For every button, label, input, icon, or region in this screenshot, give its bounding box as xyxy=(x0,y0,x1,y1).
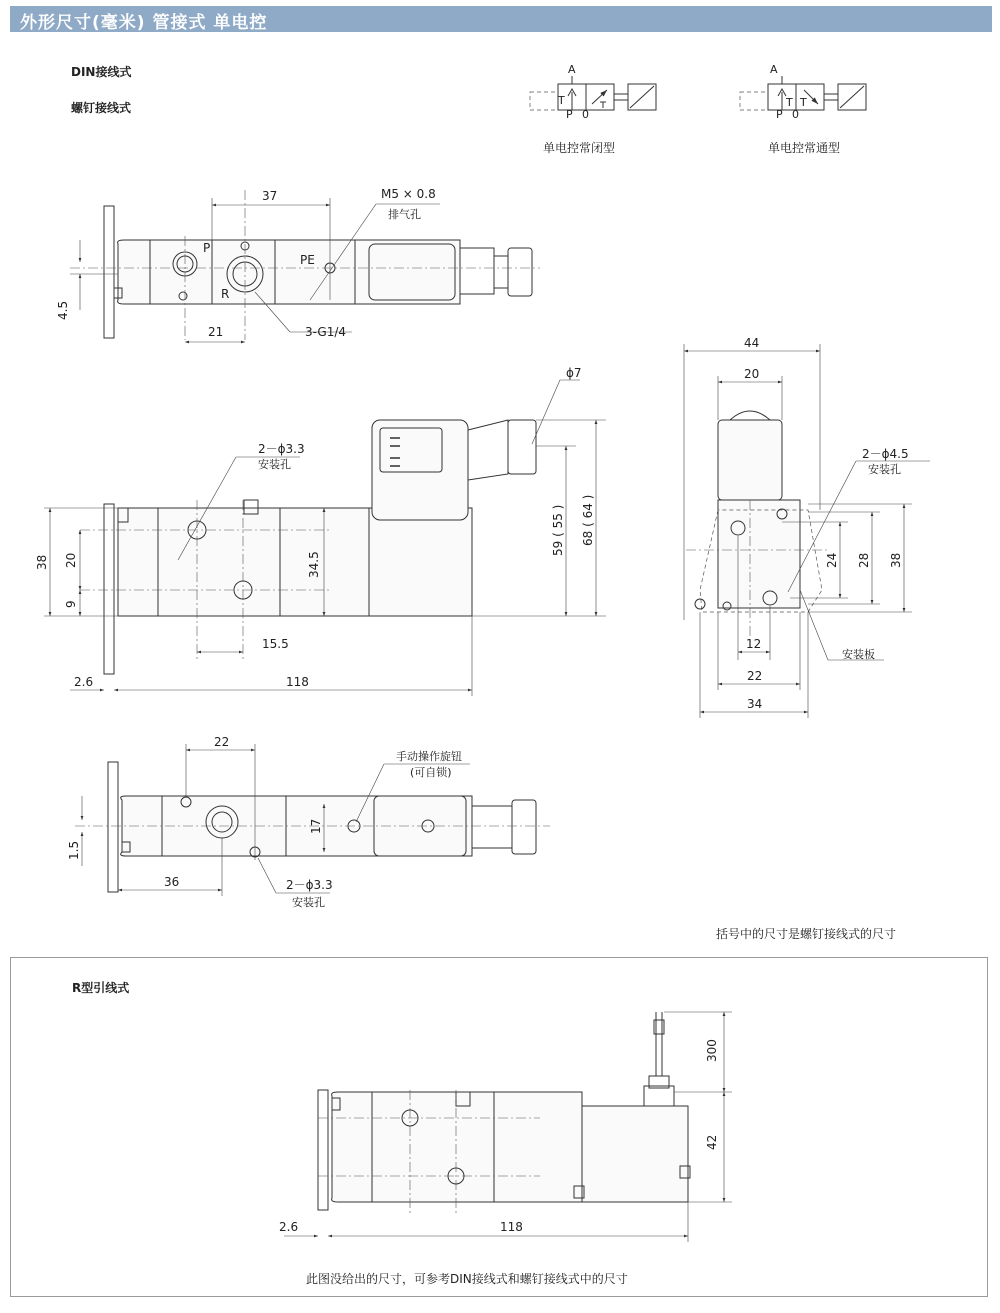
top-thread-label: M5 × 0.8 xyxy=(381,187,436,201)
nc-port-p: P xyxy=(566,108,573,121)
side-mount-hole-label: 安装孔 xyxy=(868,463,901,476)
no-type-label: 单电控常通型 xyxy=(768,141,841,155)
top-dim-21: 21 xyxy=(208,325,224,339)
front-dim-38: 38 xyxy=(35,554,49,570)
r-dim-42: 42 xyxy=(705,1134,719,1150)
side-dim-12: 12 xyxy=(746,637,762,651)
bottom-dim-1-5: 1.5 xyxy=(67,840,81,860)
side-mount-plate-label: 安装板 xyxy=(842,648,875,661)
front-holes-label: 2－ϕ3.3 xyxy=(258,442,305,456)
r-dim-118: 118 xyxy=(500,1220,523,1234)
side-holes-label: 2－ϕ4.5 xyxy=(862,447,909,461)
top-pipe-thread: 3-G1/4 xyxy=(305,325,347,339)
front-dim-15-5: 15.5 xyxy=(262,637,289,651)
r-type-label: R型引线式 xyxy=(72,981,130,995)
screw-wiring-label: 螺钉接线式 xyxy=(71,101,132,115)
top-dim-37: 37 xyxy=(262,189,278,203)
side-dim-24: 24 xyxy=(825,552,839,568)
bottom-mount-hole-label: 安装孔 xyxy=(292,896,325,909)
nc-type-label: 单电控常闭型 xyxy=(543,141,616,155)
bracket-note: 括号中的尺寸是螺钉接线式的尺寸 xyxy=(716,927,897,941)
front-dim-phi7: ϕ7 xyxy=(566,366,582,380)
top-exhaust-label: 排气孔 xyxy=(388,208,421,221)
front-dim-34-5: 34.5 xyxy=(307,551,321,578)
bottom-view xyxy=(67,735,550,909)
no-port-t1: T xyxy=(786,96,793,109)
r-dim-300: 300 xyxy=(705,1039,719,1062)
nc-port-a: A xyxy=(568,63,576,76)
front-mount-hole-label: 安装孔 xyxy=(258,458,291,471)
front-dim-2-6: 2.6 xyxy=(74,675,94,689)
side-dim-44: 44 xyxy=(744,336,760,350)
footer-note: 此图没给出的尺寸，可参考DIN接线式和螺钉接线式中的尺寸 xyxy=(306,1272,628,1286)
top-port-pe: PE xyxy=(300,253,315,267)
side-dim-38: 38 xyxy=(889,552,903,568)
top-port-p: P xyxy=(203,241,211,255)
no-port-a: A xyxy=(770,63,778,76)
no-port-p: P xyxy=(776,108,783,121)
no-port-t2: T xyxy=(800,96,807,109)
front-dim-9: 9 xyxy=(64,600,78,608)
valve-symbol-nc xyxy=(530,63,656,121)
bottom-holes-label: 2－ϕ3.3 xyxy=(286,878,333,892)
top-port-r: R xyxy=(221,287,230,301)
side-dim-34: 34 xyxy=(747,697,763,711)
front-view xyxy=(35,366,606,696)
page-title: 外形尺寸(毫米) 管接式 单电控 xyxy=(20,13,268,33)
nc-port-t: T xyxy=(558,94,565,107)
valve-symbol-no xyxy=(740,63,866,121)
bottom-dim-36: 36 xyxy=(164,875,180,889)
side-dim-22: 22 xyxy=(747,669,763,683)
side-dim-20: 20 xyxy=(744,367,760,381)
front-dim-68: 68 ( 64 ) xyxy=(581,494,595,546)
front-dim-20: 20 xyxy=(64,552,78,568)
top-view xyxy=(56,187,540,342)
front-dim-59: 59 ( 55 ) xyxy=(551,504,565,556)
bottom-dim-22: 22 xyxy=(214,735,230,749)
side-view xyxy=(684,336,930,718)
bottom-manual-knob: 手动操作旋钮 xyxy=(396,750,462,763)
din-wiring-label: DIN接线式 xyxy=(71,65,132,79)
top-dim-4-5: 4.5 xyxy=(56,300,70,320)
r-dim-2-6: 2.6 xyxy=(279,1220,299,1234)
bottom-dim-17: 17 xyxy=(309,818,323,834)
no-port-o: 0 xyxy=(792,108,799,121)
front-dim-118: 118 xyxy=(286,675,309,689)
nc-port-o: 0 xyxy=(582,108,589,121)
bottom-lockable: (可自锁) xyxy=(410,766,452,779)
side-dim-28: 28 xyxy=(857,552,871,568)
r-type-view xyxy=(279,1012,732,1242)
